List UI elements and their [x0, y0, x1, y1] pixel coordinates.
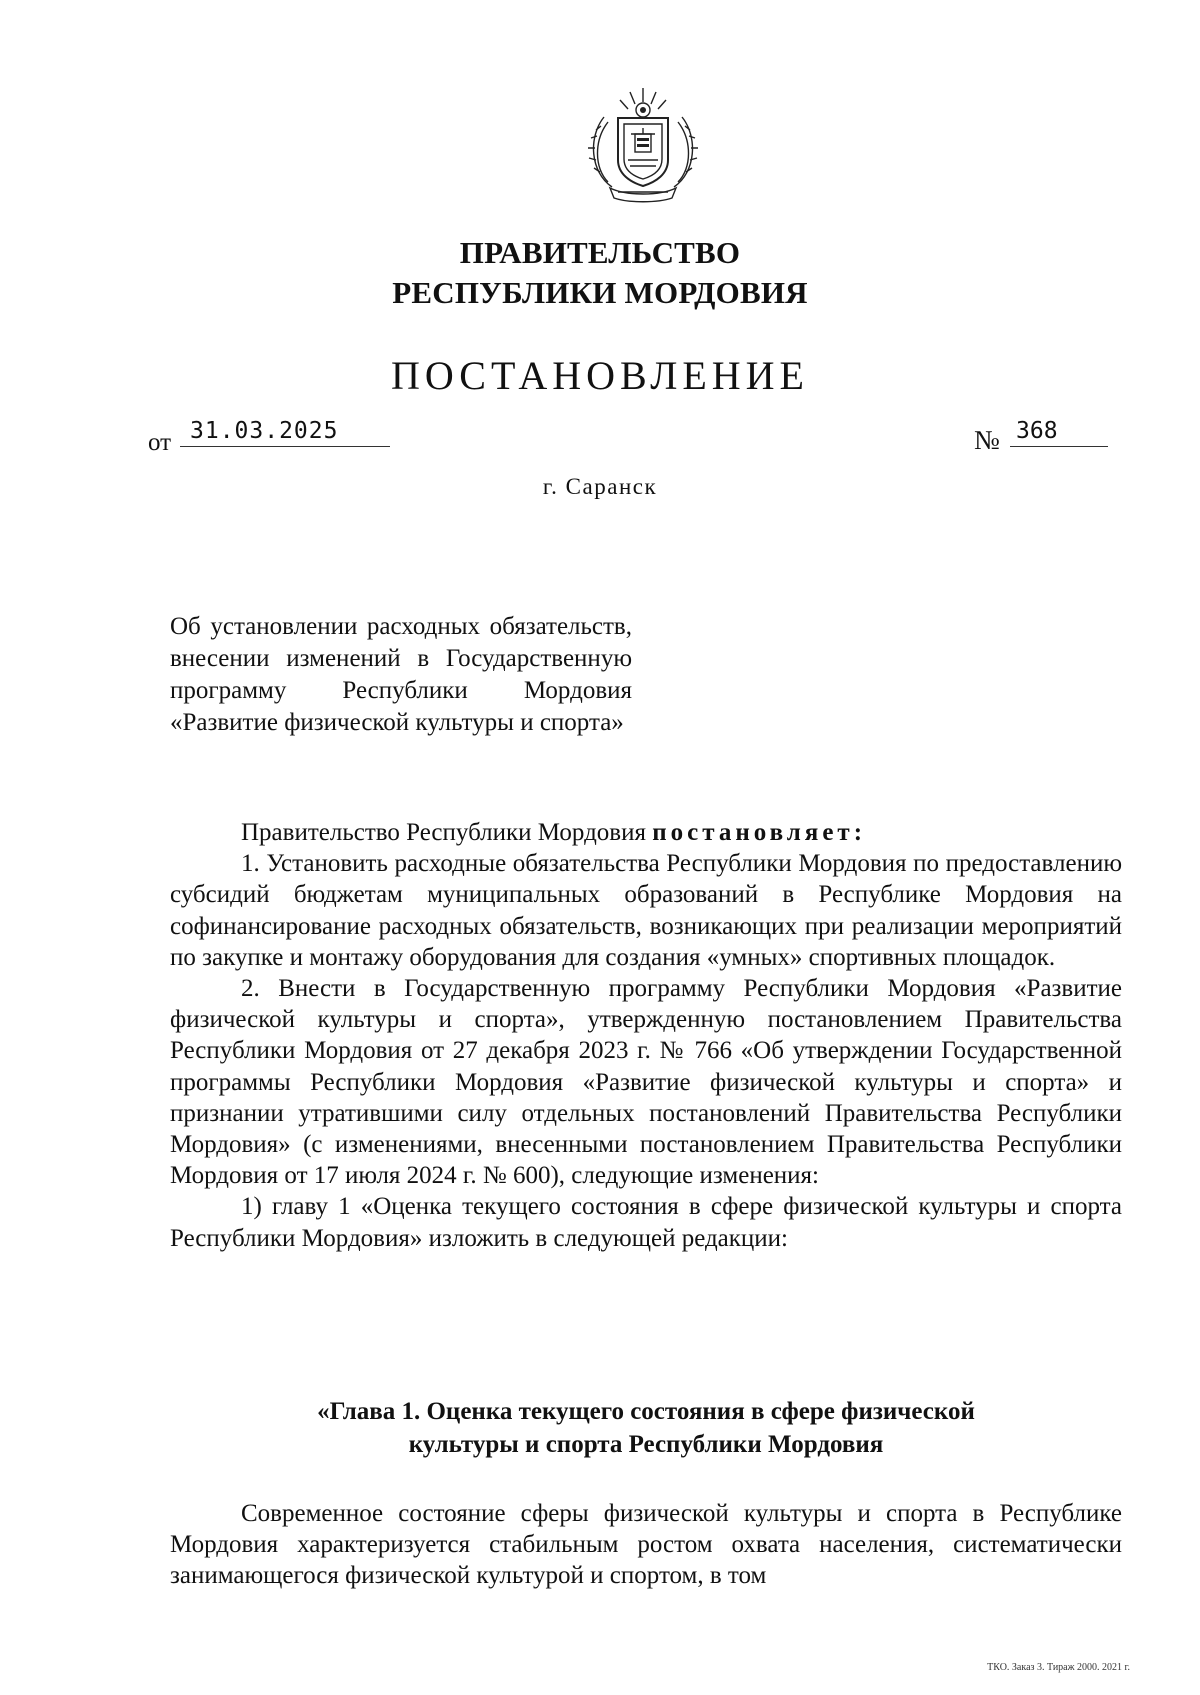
- intro-paragraph: [170, 817, 1122, 848]
- print-imprint: ТКО. Заказ 3. Тираж 2000. 2021 г.: [987, 1662, 1130, 1673]
- paragraph-2: 2. Внести в Государственную программу Республики Мордовия «Развитие физической культуры и спорта», утвержденную постановлением Правительства Республики Мордовия от 27 декабря 2023 г. № 766 «Об утверждении Государственной программы Республики Мордовия «Развитие физической культуры и спорта» и признании утратившими силу отдельных постановлений Правительства Республики Мордовия» (с изменениями, внесенными постановлением Правительства Республики Мордовия от 17 июля 2024 г. № 600), следующие изменения:: [170, 975, 1122, 1190]
- chapter-heading-line2: культуры и спорта Республики Мордовия: [408, 1431, 884, 1458]
- city-line: г. Саранск: [542, 474, 658, 499]
- paragraph-1: 1. Установить расходные обязательства Республики Мордовия по предоставлению субсидий бюджетам муниципальных образований в Республике Мордовия на софинансирование расходных обязательств, возникающих при реализации мероприятий по закупке и монтажу оборудования для создания «умных» спортивных площадок.: [170, 850, 1122, 971]
- intro-verb: постановляет:: [652, 819, 867, 846]
- date-prefix: от: [148, 429, 172, 456]
- chapter-heading: [170, 1395, 1122, 1461]
- decree-body: [170, 817, 1122, 1254]
- number-prefix: №: [974, 425, 1000, 455]
- document-subject: Об установлении расходных обязательств, внесении изменений в Государственную программу Республики Мордовия «Развитие физической культуры и спорта»: [170, 613, 632, 736]
- document-date: 31.03.2025: [180, 418, 390, 447]
- intro-lead: Правительство Республики Мордовия: [241, 819, 646, 846]
- document-number: 368: [1010, 418, 1108, 447]
- document-type-title: ПОСТАНОВЛЕНИЕ: [391, 353, 809, 398]
- chapter-body: [170, 1498, 1122, 1592]
- government-title-line2: РЕСПУБЛИКИ МОРДОВИЯ: [392, 275, 808, 310]
- government-title-line1: ПРАВИТЕЛЬСТВО: [459, 235, 741, 270]
- paragraph-4: Современное состояние сферы физической культуры и спорта в Республике Мордовия характеризуется стабильным ростом охвата населения, систематически занимающегося физической культурой и спортом, в том: [170, 1500, 1122, 1590]
- coat-of-arms-emblem: [582, 82, 704, 206]
- chapter-heading-line1: «Глава 1. Оценка текущего состояния в сфере физической: [317, 1398, 975, 1425]
- paragraph-3: 1) главу 1 «Оценка текущего состояния в сфере физической культуры и спорта Республики Мордовия» изложить в следующей редакции:: [170, 1193, 1122, 1252]
